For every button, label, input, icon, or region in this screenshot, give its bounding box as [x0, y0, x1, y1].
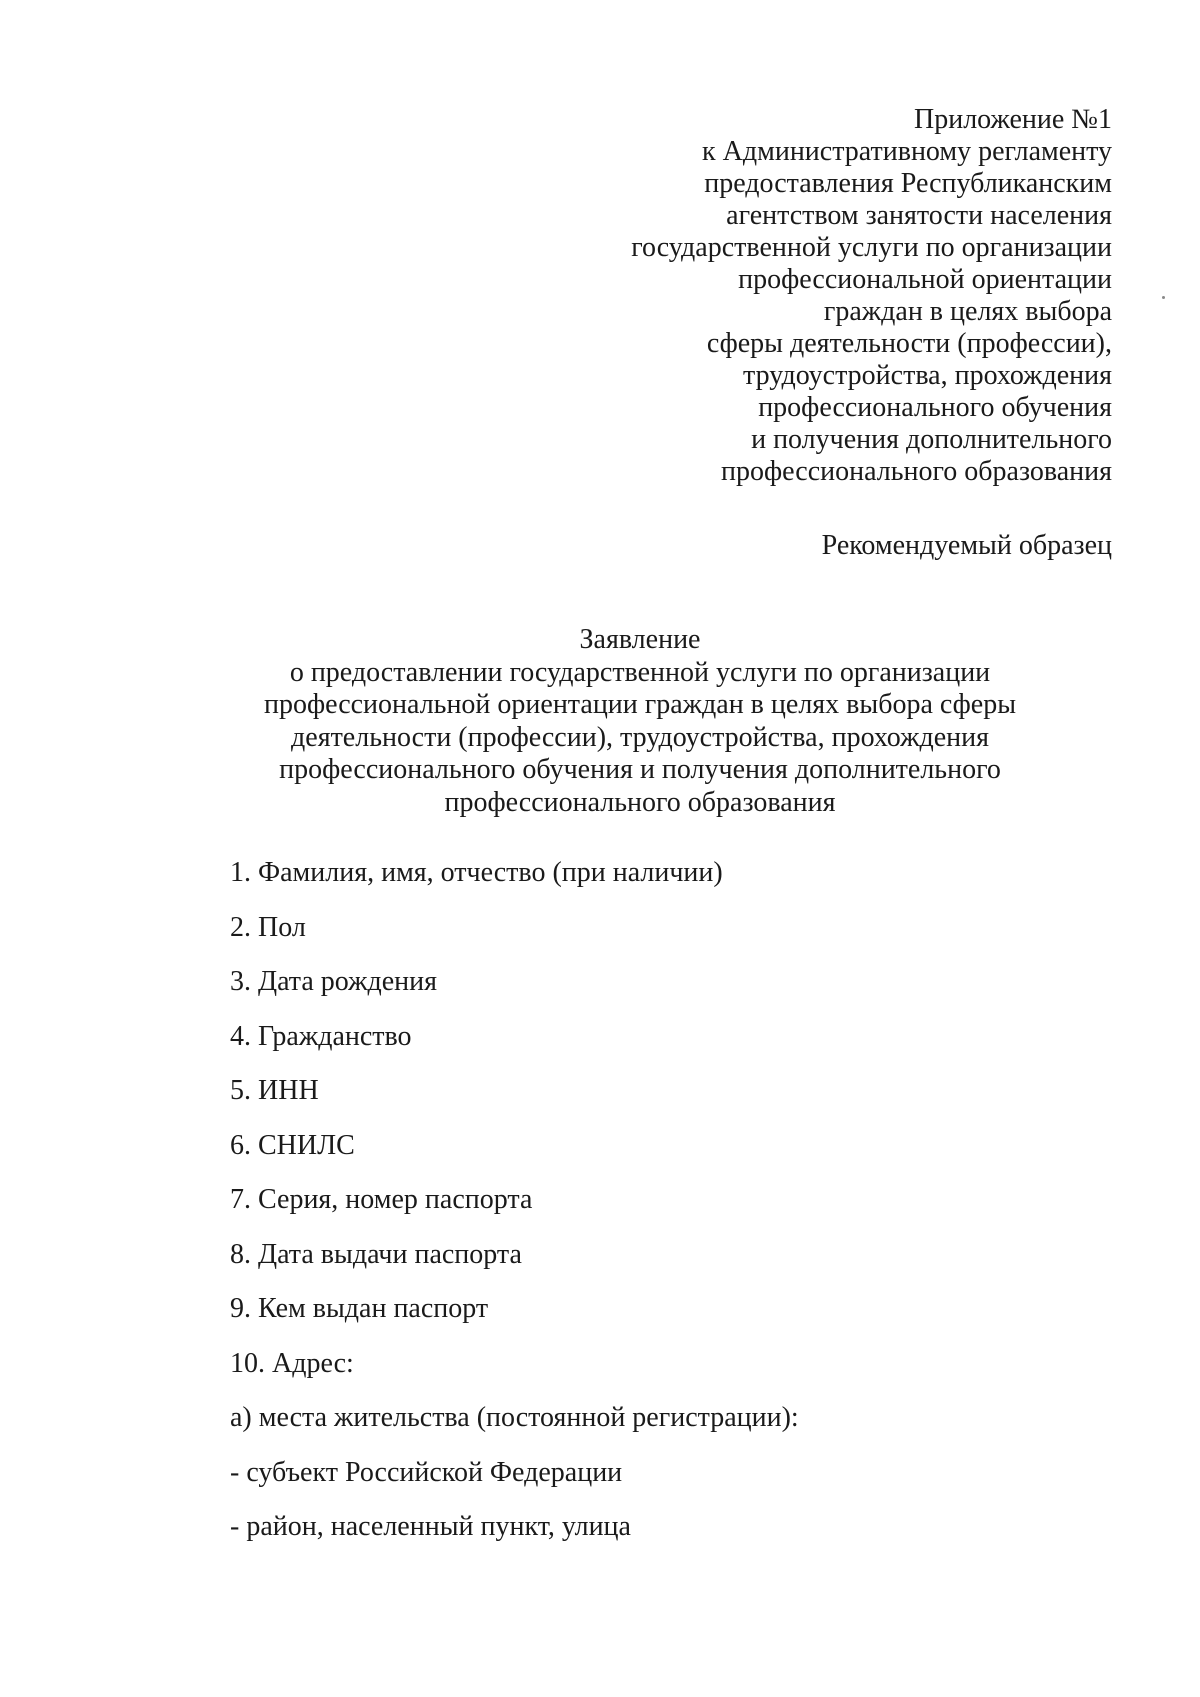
- appendix-header: [412, 104, 1112, 488]
- form-field-birth-date: 3. Дата рождения: [230, 966, 437, 997]
- appendix-line: и получения дополнительного: [751, 424, 1112, 455]
- scan-speck: [1162, 296, 1165, 299]
- appendix-line: профессионального обучения: [758, 392, 1112, 423]
- title-line: профессиональной ориентации граждан в целях выбора сферы: [263, 689, 1017, 720]
- form-field-passport-issuer: 9. Кем выдан паспорт: [230, 1293, 489, 1324]
- form-field-district-street: - район, населенный пункт, улица: [230, 1511, 631, 1542]
- appendix-line: к Административному регламенту: [702, 136, 1112, 167]
- form-fields: [230, 853, 1130, 1562]
- form-field-citizenship: 4. Гражданство: [230, 1020, 412, 1052]
- form-field-inn: 5. ИНН: [230, 1075, 319, 1106]
- form-field-sex: 2. Пол: [230, 911, 306, 943]
- appendix-line: профессиональной ориентации: [738, 264, 1112, 295]
- document-title: [240, 624, 1040, 819]
- appendix-line: государственной услуги по организации: [631, 232, 1112, 263]
- title-line: о предоставлении государственной услуги по организации: [289, 656, 991, 688]
- form-field-address: 10. Адрес:: [230, 1347, 354, 1379]
- title-line: профессионального образования: [444, 786, 836, 818]
- form-field-snils: 6. СНИЛС: [230, 1129, 355, 1161]
- appendix-line: граждан в целях выбора: [823, 296, 1112, 327]
- form-field-region: - субъект Российской Федерации: [230, 1456, 623, 1488]
- sample-label: Рекомендуемый образец: [821, 530, 1112, 561]
- appendix-line: профессионального образования: [721, 456, 1112, 487]
- form-field-passport-date: 8. Дата выдачи паспорта: [230, 1238, 522, 1270]
- title-line: профессионального обучения и получения дополнительного: [279, 754, 1001, 785]
- appendix-line: Приложение №1: [914, 104, 1112, 135]
- appendix-line: сферы деятельности (профессии),: [706, 328, 1112, 359]
- title-line: Заявление: [579, 624, 701, 655]
- form-field-passport-number: 7. Серия, номер паспорта: [230, 1184, 533, 1215]
- form-field-full-name: 1. Фамилия, имя, отчество (при наличии): [230, 857, 723, 888]
- form-field-residence: а) места жительства (постоянной регистрации):: [230, 1402, 799, 1433]
- title-line: деятельности (профессии), трудоустройства, прохождения: [291, 721, 989, 753]
- appendix-line: агентством занятости населения: [726, 200, 1112, 231]
- appendix-line: предоставления Республиканским: [704, 168, 1112, 199]
- appendix-line: трудоустройства, прохождения: [743, 360, 1112, 391]
